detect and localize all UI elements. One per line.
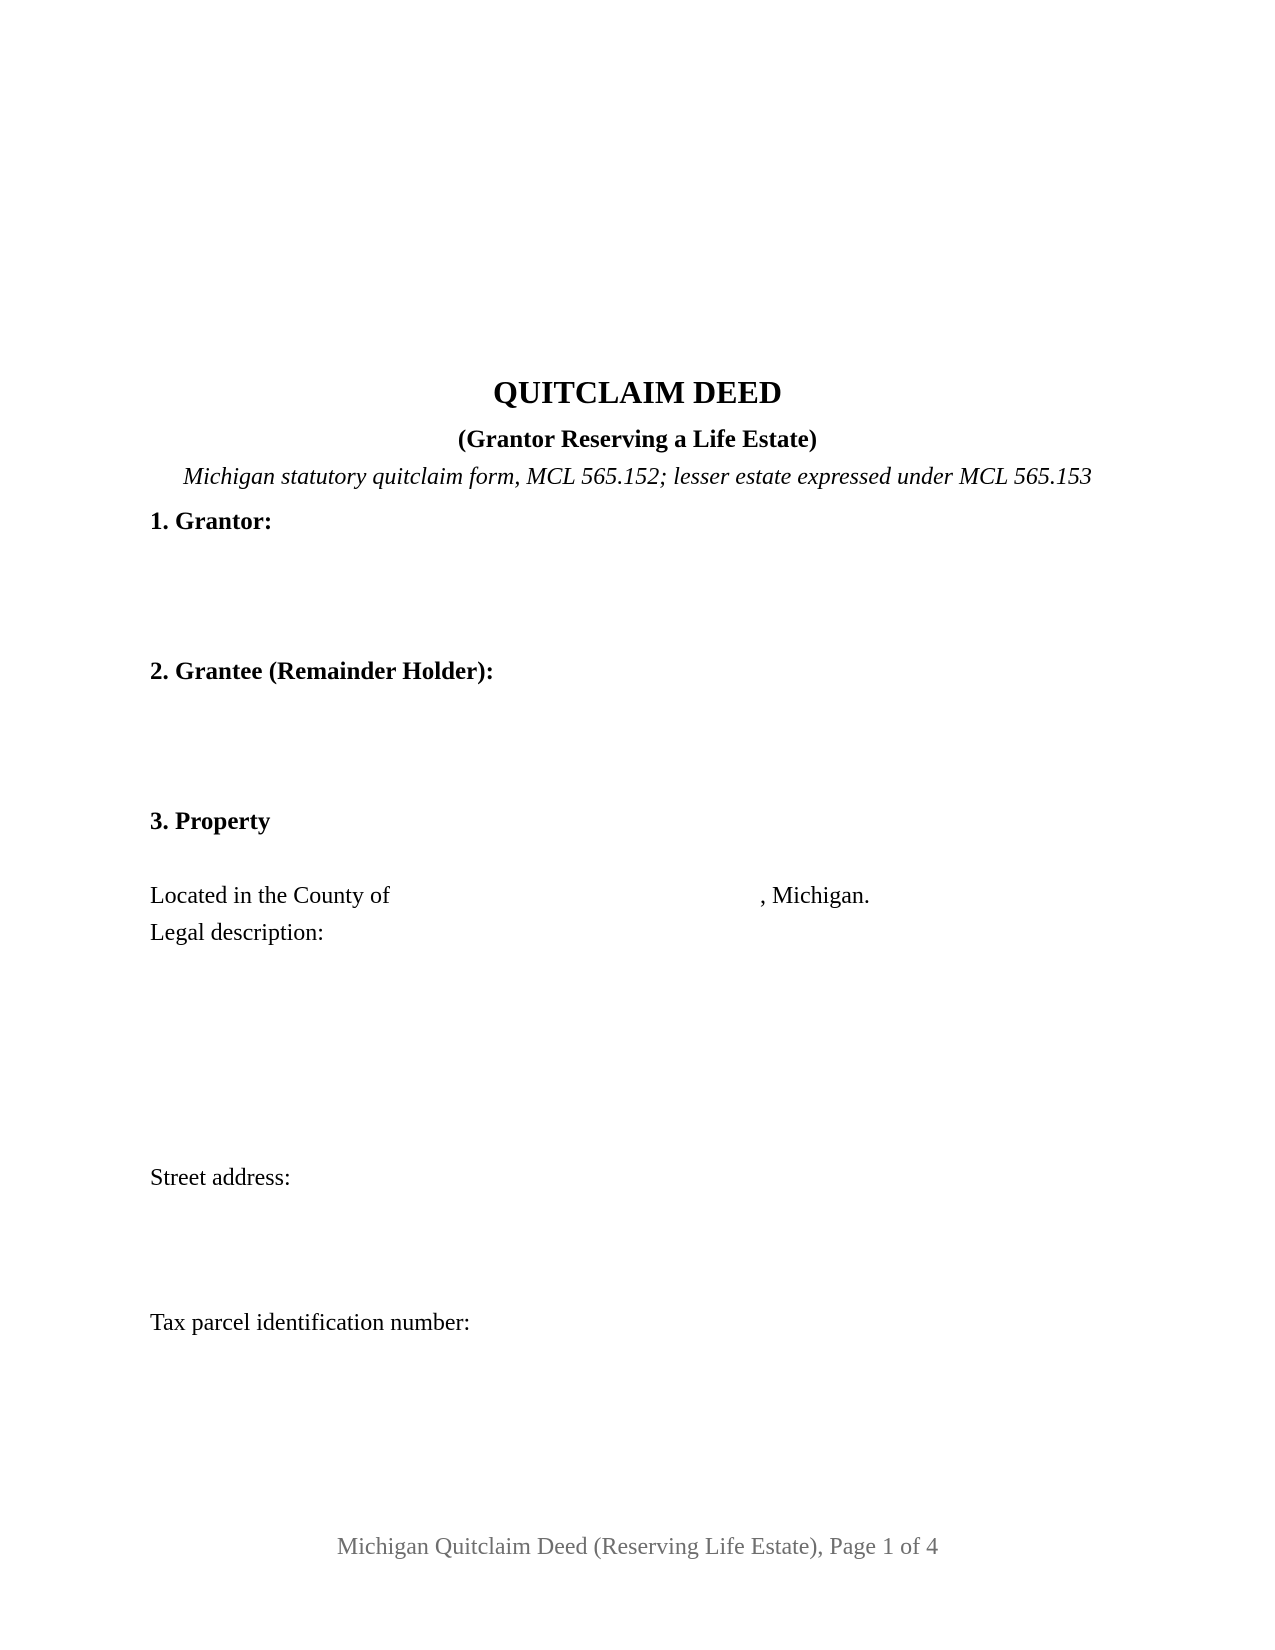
county-prefix: Located in the County of [150,883,390,909]
street-address-label: Street address: [150,1165,291,1191]
page-footer: Michigan Quitclaim Deed (Reserving Life Estate), Page 1 of 4 [336,1534,939,1560]
document-title: QUITCLAIM DEED [493,374,782,410]
statute-note: Michigan statutory quitclaim form, MCL 565.152; lesser estate expressed under MCL 565.153 [183,464,1092,490]
county-line [150,881,870,911]
county-suffix: , Michigan. [759,883,870,909]
county-field[interactable] [390,881,760,903]
property-heading: 3. Property [150,808,271,835]
document-subtitle: (Grantor Reserving a Life Estate) [457,426,818,453]
grantor-heading: 1. Grantor: [150,508,273,535]
legal-description-label: Legal description: [150,920,324,946]
grantee-heading: 2. Grantee (Remainder Holder): [150,658,494,685]
tax-parcel-label: Tax parcel identification number: [150,1310,471,1336]
